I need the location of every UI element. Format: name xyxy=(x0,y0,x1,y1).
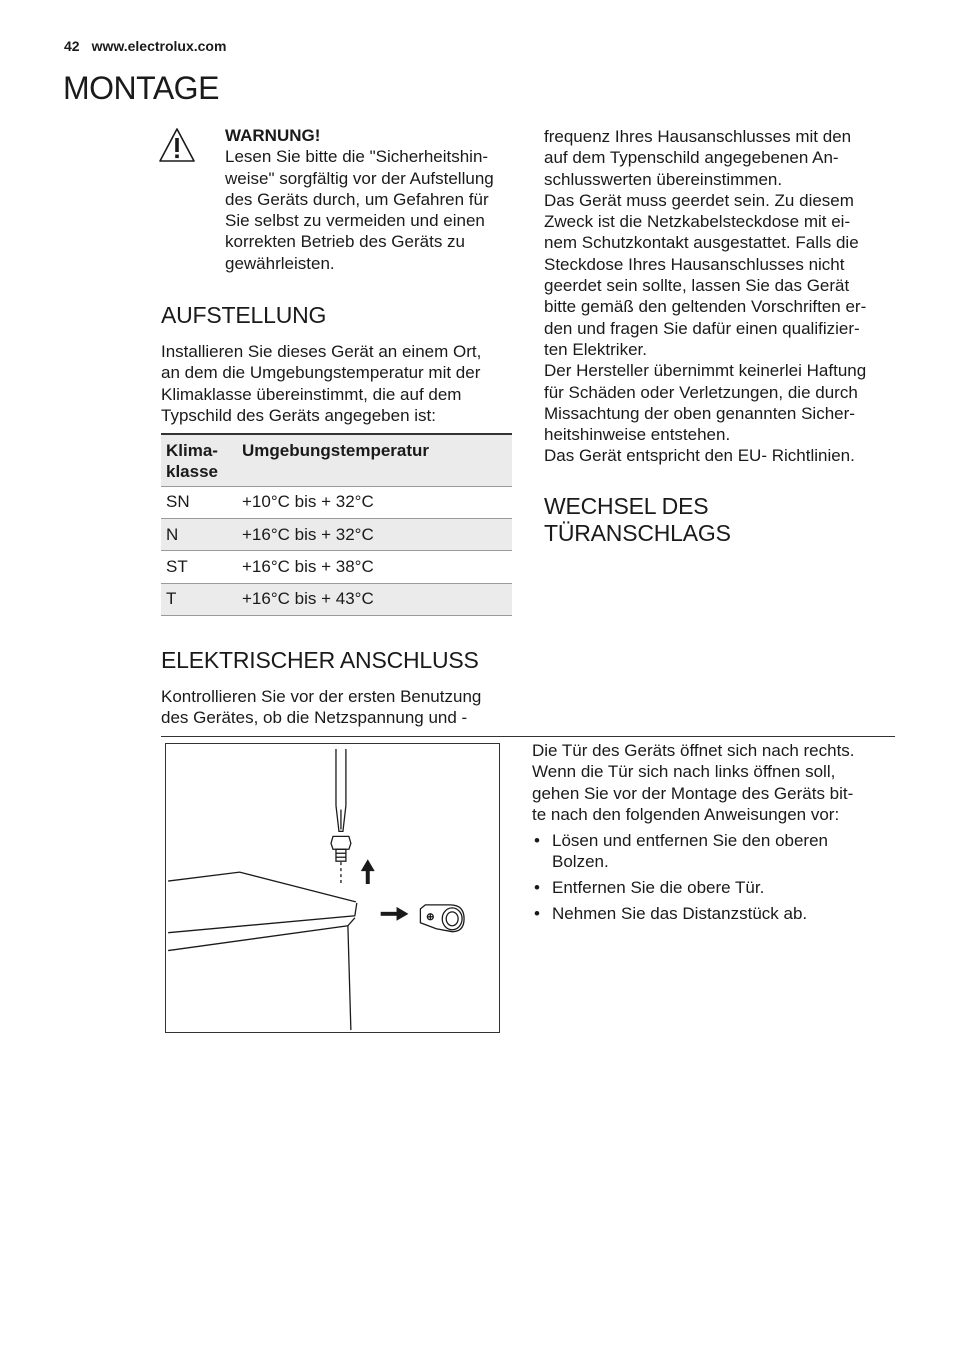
text-line: Typschild des Geräts angegeben ist: xyxy=(161,405,436,425)
website-link[interactable]: www.electrolux.com xyxy=(91,38,227,54)
text-line: te nach den folgenden Anweisungen vor: xyxy=(532,804,840,824)
page-number: 42 xyxy=(64,38,80,54)
klasse-cell: ST xyxy=(161,551,237,583)
text-line: Zweck ist die Netzkabelsteckdose mit ei- xyxy=(544,212,851,232)
instruction-list xyxy=(532,830,902,929)
temp-cell: +16°C bis + 43°C xyxy=(237,583,512,615)
heading-line: TÜRANSCHLAGS xyxy=(544,520,731,546)
table-header-row xyxy=(161,435,512,486)
elektrisch-text xyxy=(161,686,521,729)
step-line: • Lösen und entfernen Sie den oberen xyxy=(552,831,829,850)
warning-line: Sie selbst zu vermeiden und einen xyxy=(225,211,485,231)
header-line: klasse xyxy=(166,462,218,481)
table-row xyxy=(161,518,512,550)
warning-triangle-icon xyxy=(158,127,196,163)
warning-heading: WARNUNG! xyxy=(225,126,321,145)
elektrisch-heading: ELEKTRISCHER ANSCHLUSS xyxy=(161,647,479,673)
warning-line: Lesen Sie bitte die "Sicherheitshin- xyxy=(225,147,489,167)
text-line: des Gerätes, ob die Netzspannung und - xyxy=(161,708,468,728)
text-line: Missachtung der oben genannten Sicher- xyxy=(544,403,855,423)
warning-line: korrekten Betrieb des Geräts zu xyxy=(225,232,466,252)
text-line: Steckdose Ihres Hausanschlusses nicht xyxy=(544,254,845,274)
text-line: Wenn die Tür sich nach links öffnen soll, xyxy=(532,762,836,782)
text-line: nem Schutzkontakt ausgestattet. Falls die xyxy=(544,233,859,253)
warning-line: weise" sorgfältig vor der Aufstellung xyxy=(225,168,494,188)
text-line: auf dem Typenschild angegebenen An- xyxy=(544,148,839,168)
bolt-icon xyxy=(331,836,351,883)
wechsel-heading xyxy=(544,493,731,547)
text-line: Klimaklasse übereinstimmt, die auf dem xyxy=(161,384,462,404)
temp-cell: +16°C bis + 32°C xyxy=(237,518,512,550)
text-line: schlusswerten übereinstimmen. xyxy=(544,169,783,189)
text-line: Installieren Sie dieses Gerät an einem Ort, xyxy=(161,342,482,361)
text-line: gehen Sie vor der Montage des Geräts bit- xyxy=(532,783,854,803)
page-title: MONTAGE xyxy=(63,70,219,106)
warning-line: des Geräts durch, um Gefahren für xyxy=(225,189,489,209)
text-line: heitshinweise entstehen. xyxy=(544,425,731,445)
column-header-umgebungstemperatur: Umgebungstemperatur xyxy=(237,435,512,486)
table-row xyxy=(161,551,512,583)
climate-class-table xyxy=(161,435,512,616)
klasse-cell: N xyxy=(161,518,237,550)
text-line: Das Gerät muss geerdet sein. Zu diesem xyxy=(544,190,854,210)
table-row xyxy=(161,486,512,518)
klasse-cell: T xyxy=(161,583,237,615)
fridge-top-icon xyxy=(168,872,357,1030)
table-row xyxy=(161,583,512,615)
text-line: frequenz Ihres Hausanschlusses mit den xyxy=(544,127,852,146)
warning-line: gewährleisten. xyxy=(225,253,335,273)
text-line: geerdet sein sollte, lassen Sie das Gerät xyxy=(544,276,850,296)
page-header xyxy=(64,38,226,54)
list-item xyxy=(532,903,902,924)
text-line: Der Hersteller übernimmt keinerlei Haftung xyxy=(544,361,867,381)
arrow-right-icon xyxy=(381,907,409,921)
text-line: ten Elektriker. xyxy=(544,339,647,359)
step-line: Bolzen. xyxy=(552,852,609,872)
aufstellung-text xyxy=(161,341,521,426)
text-line: den und fragen Sie dafür einen qualifizier- xyxy=(544,318,860,338)
step-line: • Entfernen Sie die obere Tür. xyxy=(552,878,765,898)
temp-cell: +16°C bis + 38°C xyxy=(237,551,512,583)
header-line: Klima- xyxy=(166,441,218,460)
text-line: bitte gemäß den geltenden Vorschriften er- xyxy=(544,297,867,317)
temp-cell: +10°C bis + 32°C xyxy=(237,486,512,518)
column-header-klimaklasse xyxy=(161,435,237,486)
climate-table-wrapper xyxy=(161,433,512,616)
text-line: an dem die Umgebungstemperatur mit der xyxy=(161,363,481,383)
aufstellung-heading: AUFSTELLUNG xyxy=(161,302,327,328)
step-line: • Nehmen Sie das Distanzstück ab. xyxy=(552,904,808,924)
list-item xyxy=(532,830,902,873)
text-line: Das Gerät entspricht den EU- Richtlinien. xyxy=(544,446,855,466)
warning-text xyxy=(225,125,525,274)
heading-line: WECHSEL DES xyxy=(544,493,709,519)
text-line: für Schäden oder Verletzungen, die durch xyxy=(544,382,858,402)
klasse-cell: SN xyxy=(161,486,237,518)
screwdriver-icon xyxy=(336,749,346,831)
door-hinge-illustration xyxy=(165,743,500,1033)
spacer-part-icon xyxy=(420,905,464,932)
text-line: Die Tür des Geräts öffnet sich nach rechts. xyxy=(532,741,855,760)
electrical-continued-text xyxy=(544,126,904,467)
wechsel-intro xyxy=(532,740,902,825)
list-item xyxy=(532,877,902,898)
arrow-up-icon xyxy=(361,859,375,884)
text-line: Kontrollieren Sie vor der ersten Benutzung xyxy=(161,687,482,706)
section-divider xyxy=(161,736,895,737)
